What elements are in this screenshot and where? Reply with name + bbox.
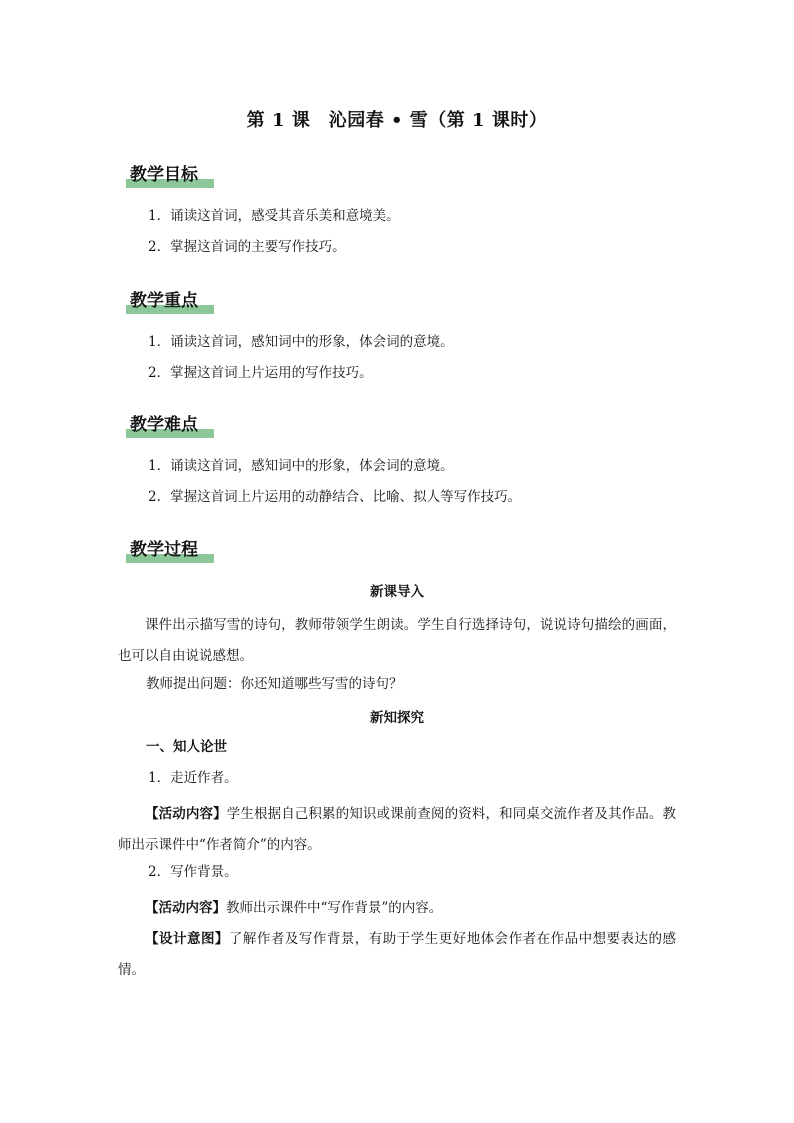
activity-text: 学生根据自己积累的知识或课前查阅的资料，和同桌交流作者及其作品。教师出示课件中“作者简介”的内容。 — [118, 806, 677, 853]
activity-text: 教师出示课件中“写作背景”的内容。 — [226, 900, 443, 916]
section-heading-key-points — [126, 286, 214, 314]
part-heading: 一、知人论世 — [146, 739, 227, 755]
design-text: 了解作者及写作背景，有助于学生更好地体会作者在作品中想要表达的感情。 — [118, 931, 677, 978]
paragraph-activity-2 — [118, 893, 676, 924]
list-item: 1．诵读这首词，感知词中的形象，体会词的意境。 — [148, 334, 454, 350]
list-item: 2．掌握这首词上片运用的写作技巧。 — [148, 365, 373, 381]
design-tag: 【设计意图】 — [145, 931, 229, 947]
section-heading-process — [126, 535, 214, 563]
step-item: 1．走近作者。 — [148, 770, 238, 786]
paragraph-intro: 课件出示描写雪的诗句，教师带领学生朗读。学生自行选择诗句，说说诗句描绘的画面，也可以自由说说感想。 — [118, 617, 676, 664]
section-heading-text: 教学重点 — [130, 291, 198, 311]
activity-tag: 【活动内容】 — [145, 806, 227, 822]
paragraph-activity-1 — [118, 799, 676, 861]
paragraph-question: 教师提出问题：你还知道哪些写雪的诗句？ — [146, 676, 403, 692]
list-item: 2．掌握这首词上片运用的动静结合、比喻、拟人等写作技巧。 — [148, 489, 522, 505]
subheading-explore: 新知探究 — [370, 710, 424, 726]
section-heading-text: 教学过程 — [130, 540, 198, 560]
subheading-intro: 新课导入 — [370, 584, 424, 600]
paragraph-design — [118, 924, 676, 986]
list-item: 1．诵读这首词，感知词中的形象，体会词的意境。 — [148, 458, 454, 474]
section-heading-goals — [126, 160, 214, 188]
list-item: 2．掌握这首词的主要写作技巧。 — [148, 239, 346, 255]
step-item: 2．写作背景。 — [148, 864, 238, 880]
list-item: 1．诵读这首词，感受其音乐美和意境美。 — [148, 208, 400, 224]
page-title: 第 1 课 沁园春 • 雪（第 1 课时） — [246, 110, 548, 131]
section-heading-text: 教学目标 — [130, 165, 198, 185]
section-heading-difficulties — [126, 410, 214, 438]
activity-tag: 【活动内容】 — [145, 900, 226, 916]
section-heading-text: 教学难点 — [130, 415, 198, 435]
